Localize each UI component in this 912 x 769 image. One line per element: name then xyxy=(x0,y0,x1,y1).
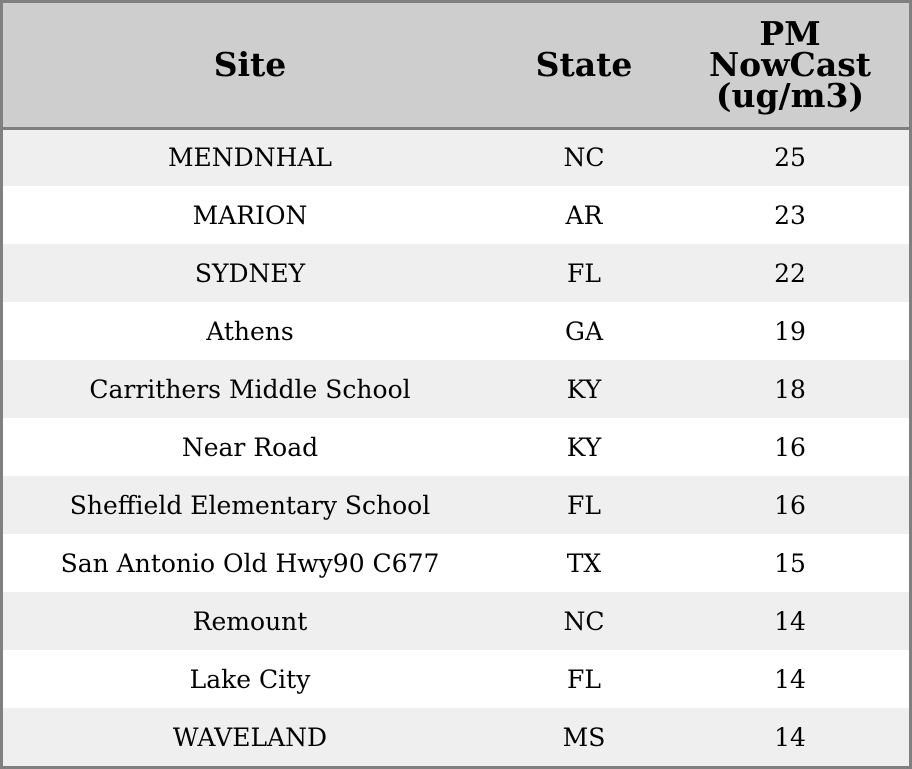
cell-site: SYDNEY xyxy=(194,258,306,288)
table-row xyxy=(3,302,909,360)
cell-state: NC xyxy=(563,143,605,173)
cell-pm: 22 xyxy=(774,258,806,288)
cell-site: Remount xyxy=(192,606,308,636)
cell-state: NC xyxy=(563,606,605,636)
cell-site: Athens xyxy=(206,316,294,346)
cell-state: FL xyxy=(567,490,601,520)
column-header-pm-nowcast xyxy=(671,3,909,128)
table-row xyxy=(3,244,909,302)
column-header-pm-line2: NowCast xyxy=(708,45,872,85)
column-header-state: State xyxy=(497,3,671,128)
cell-site: Sheffield Elementary School xyxy=(69,490,431,520)
table-row xyxy=(3,128,909,186)
table-row xyxy=(3,708,909,766)
cell-state: GA xyxy=(564,316,604,346)
table-row xyxy=(3,360,909,418)
cell-pm: 15 xyxy=(774,548,806,578)
cell-state: FL xyxy=(567,258,601,288)
column-header-pm-line3: (ug/m3) xyxy=(715,76,865,116)
cell-state: AR xyxy=(565,200,603,230)
cell-pm: 16 xyxy=(774,432,806,462)
cell-site: Carrithers Middle School xyxy=(89,374,411,404)
header-row xyxy=(3,3,909,128)
cell-site: Lake City xyxy=(189,664,311,694)
cell-pm: 25 xyxy=(774,143,806,173)
table-row xyxy=(3,592,909,650)
table-row xyxy=(3,476,909,534)
cell-pm: 18 xyxy=(774,374,806,404)
air-quality-table xyxy=(3,3,909,766)
cell-site: San Antonio Old Hwy90 C677 xyxy=(60,548,440,578)
cell-state: MS xyxy=(562,722,606,752)
cell-state: TX xyxy=(566,548,602,578)
cell-site: WAVELAND xyxy=(172,722,328,752)
table-row xyxy=(3,650,909,708)
column-header-site: Site xyxy=(3,3,497,128)
cell-state: KY xyxy=(566,432,602,462)
cell-state: FL xyxy=(567,664,601,694)
cell-site: MARION xyxy=(192,200,308,230)
cell-pm: 23 xyxy=(774,200,806,230)
cell-site: MENDNHAL xyxy=(167,143,333,173)
table-row xyxy=(3,534,909,592)
table-header xyxy=(3,3,909,128)
cell-pm: 19 xyxy=(774,316,806,346)
cell-pm: 14 xyxy=(774,722,806,752)
cell-pm: 14 xyxy=(774,664,806,694)
cell-pm: 16 xyxy=(774,490,806,520)
column-header-pm-line1: PM xyxy=(759,14,821,54)
table-row xyxy=(3,186,909,244)
cell-site: Near Road xyxy=(181,432,319,462)
table-body xyxy=(3,128,909,766)
cell-state: KY xyxy=(566,374,602,404)
table-row xyxy=(3,418,909,476)
cell-pm: 14 xyxy=(774,606,806,636)
